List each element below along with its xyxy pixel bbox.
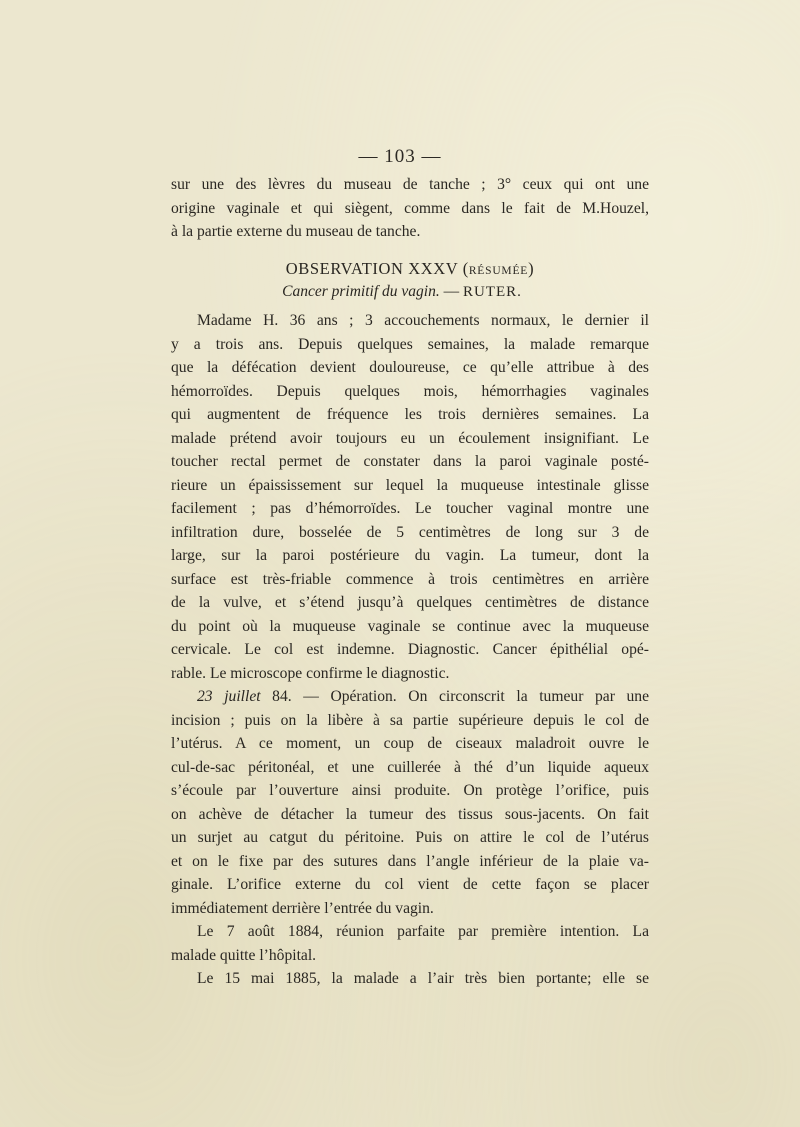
text-line: y a trois ans. Depuis quelques semaines, la malade remarque (171, 335, 649, 353)
text-line: sur une des lèvres du museau de tanche ; 3° ceux qui ont une (171, 176, 649, 193)
case-paragraph (171, 309, 649, 685)
text-line: facilement ; pas d’hémorroïdes. Le toucher vaginal montre une (171, 500, 649, 517)
text-line: toucher rectal permet de constater dans la paroi vaginale posté- (171, 453, 649, 470)
text-line: rieure un épaississement sur lequel la muqueuse intestinale glisse (171, 476, 649, 494)
observation-subtitle-title: Cancer primitif du vagin. (282, 283, 440, 300)
intro-paragraph (171, 173, 649, 244)
text-line: Madame H. 36 ans ; 3 accouchements normaux, le dernier il (197, 312, 649, 329)
text-line: de la vulve, et s’étend jusqu’à quelques centimètres de distance (171, 594, 649, 611)
followup-paragraph (171, 967, 649, 991)
text-line: infiltration dure, bosselée de 5 centimètres de long sur 3 de (171, 523, 649, 541)
text-line: rable. Le microscope confirme le diagnostic. (171, 664, 450, 682)
text-line: Le 7 août 1884, réunion parfaite par première intention. La (197, 923, 649, 940)
text-line: on achève de détacher la tumeur des tissus sous-jacents. On fait (171, 805, 649, 823)
text-line: à la partie externe du museau de tanche. (171, 223, 421, 240)
text-line: un surjet au catgut du péritoine. Puis on attire le col de l’utérus (171, 829, 649, 846)
observation-subtitle-author: RUTER. (462, 284, 522, 300)
page-number: — 103 — (358, 146, 442, 167)
observation-title-close: ) (528, 259, 535, 278)
text-line: malade prétend avoir toujours eu un écoulement insignifiant. Le (171, 429, 649, 447)
observation-title (10, 259, 800, 279)
text-line: cervicale. Le col est indemne. Diagnostic. Cancer épithélial opé- (171, 641, 649, 658)
operation-date: 23 juillet (197, 688, 261, 705)
observation-subtitle (2, 283, 800, 301)
text-line: du point où la muqueuse vaginale se continue avec la muqueuse (171, 617, 649, 635)
operation-paragraph (171, 685, 649, 920)
text-line: l’utérus. A ce moment, un coup de ciseaux maladroit ouvre le (171, 735, 649, 752)
text-line: surface est très-friable commence à trois centimètres en arrière (171, 570, 649, 588)
observation-title-main: OBSERVATION XXXV ( (285, 259, 469, 278)
text-line: origine vaginale et qui siègent, comme dans le fait de M.Houzel, (171, 199, 649, 217)
text-line: malade quitte l’hôpital. (171, 946, 317, 964)
text-line: que la défécation devient douloureuse, ce qu’elle attribue à des (171, 359, 649, 376)
text-line: hémorroïdes. Depuis quelques mois, hémorrhagies vaginales (171, 382, 649, 400)
operation-first-line: 84. — Opération. On circonscrit la tumeur par une (260, 688, 649, 705)
text-line (171, 685, 649, 709)
text-line: cul-de-sac péritonéal, et une cuillerée à thé d’un liquide aqueux (171, 758, 649, 776)
text-line: incision ; puis on la libère à sa partie supérieure depuis le col de (171, 711, 649, 729)
outcome-paragraph (171, 920, 649, 967)
text-line: qui augmentent de fréquence les trois dernières semaines. La (171, 406, 649, 423)
text-line: immédiatement derrière l’entrée du vagin. (171, 899, 434, 917)
text-line: ginale. L’orifice externe du col vient de cette façon se placer (171, 876, 649, 893)
text-line: large, sur la paroi postérieure du vagin. La tumeur, dont la (171, 547, 649, 564)
text-line: Le 15 mai 1885, la malade a l’air très bien portante; elle se (197, 970, 649, 987)
observation-subtitle-dash: — (439, 283, 463, 300)
text-line: et on le fixe par des sutures dans l’angle inférieur de la plaie va- (171, 852, 649, 870)
observation-title-resume: RÉSUMÉE (468, 265, 529, 277)
text-line: s’écoule par l’ouverture ainsi produite. On protège l’orifice, puis (171, 782, 649, 799)
